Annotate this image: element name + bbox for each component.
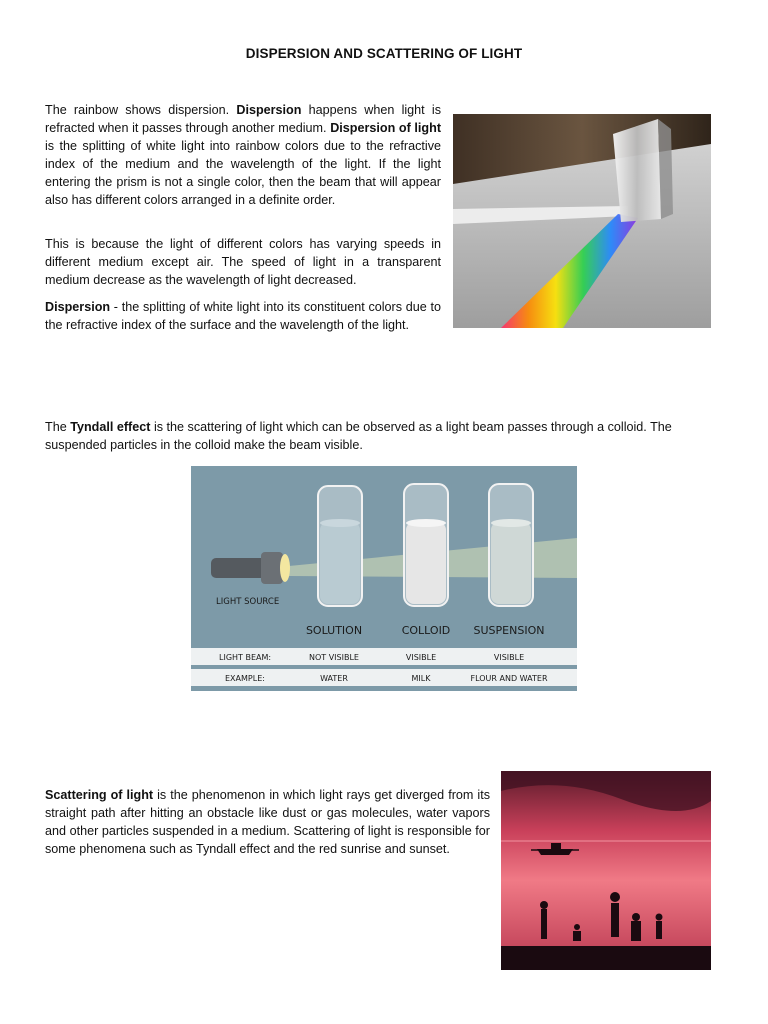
bold-term-tyndall-effect: Tyndall effect (70, 420, 151, 434)
text-run: is the scattering of light which can be observed as a light beam passes through a colloid. The suspended particles in the colloid make the beam visible. (45, 420, 672, 452)
text-run: happens when light is refracted when it passes through another medium. (45, 103, 441, 135)
bold-term-scattering-of-light: Scattering of light (45, 788, 154, 802)
dispersion-paragraph-1 (45, 101, 441, 209)
solution-glass (318, 486, 362, 606)
table-cell: NOT VISIBLE (309, 653, 359, 662)
text-run: - the splitting of white light into its constituent colors due to the refractive index of the surface and the wavelength of the light. (45, 300, 441, 332)
column-colloid: COLLOID (401, 624, 451, 637)
table-cell: FLOUR AND WATER (470, 674, 548, 683)
sunset-illustration (501, 771, 711, 970)
tyndall-illustration (191, 466, 577, 691)
light-source-label: LIGHT SOURCE (216, 597, 280, 607)
tyndall-paragraph (45, 418, 725, 454)
table-cell: VISIBLE (405, 653, 437, 662)
text-run: is the splitting of white light into rainbow colors due to the refractive index of the medium and the wavelength of the light. If the light entering the prism is not a single color, then the beam that will appear also has different colors arranged in a definite order. (45, 139, 441, 207)
text-run: The (45, 420, 71, 434)
prism-rainbow-photo (453, 114, 711, 328)
dispersion-definition (45, 298, 441, 334)
scattering-paragraph (45, 786, 490, 858)
row-label-example: EXAMPLE: (225, 674, 265, 683)
suspension-glass (489, 484, 533, 606)
column-solution: SOLUTION (305, 624, 363, 637)
colloid-glass (404, 484, 448, 606)
column-suspension: SUSPENSION (473, 624, 545, 637)
page-title: DISPERSION AND SCATTERING OF LIGHT (245, 46, 523, 61)
dispersion-paragraph-2: This is because the light of different colors has varying speeds in different medium except air. The speed of light in a transparent medium decrease as the wavelength of light decreased. (45, 237, 441, 287)
text-run: is the phenomenon in which light rays get diverged from its straight path after hitting an obstacle like dust or gas molecules, water vapors and other particles suspended in a medium. Scattering of light is responsible for some phenomena such as Tyndall effect and the red sunrise and sunset. (45, 788, 491, 856)
bold-term-dispersion: Dispersion (45, 300, 111, 314)
bold-term-dispersion: Dispersion (236, 103, 302, 117)
prism-illustration (453, 114, 711, 328)
table-cell: VISIBLE (493, 653, 525, 662)
text-run: The rainbow shows dispersion. (45, 103, 237, 117)
row-label-light-beam: LIGHT BEAM: (219, 653, 272, 662)
table-cell: WATER (320, 674, 348, 683)
red-sunset-photo (501, 771, 711, 970)
bold-term-dispersion-of-light: Dispersion of light (330, 121, 442, 135)
tyndall-effect-figure (191, 466, 577, 691)
table-cell: MILK (411, 674, 431, 683)
